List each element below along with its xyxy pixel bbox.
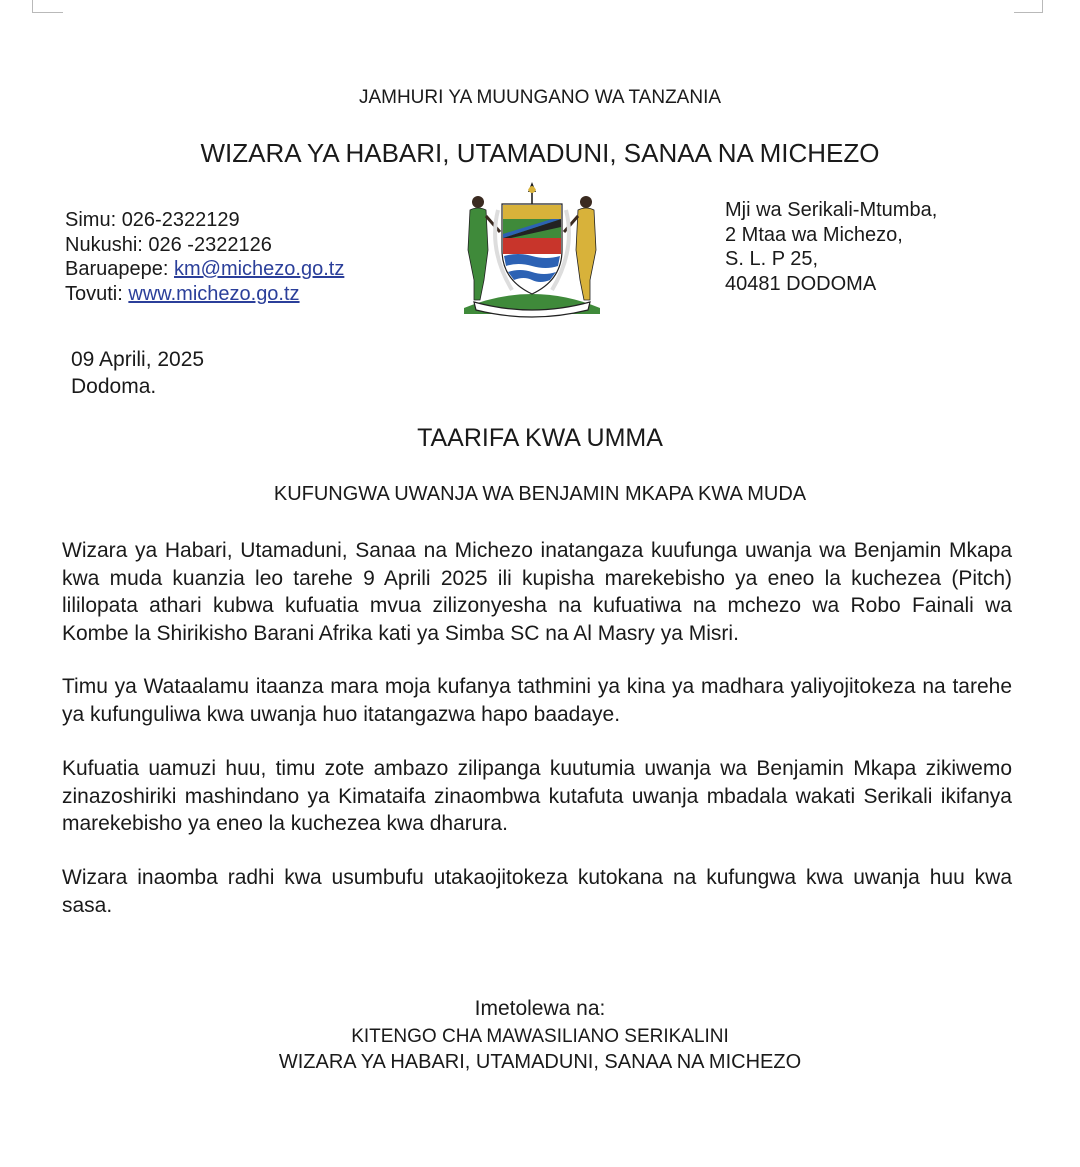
address-line-1: Mji wa Serikali-Mtumba, [725,199,938,221]
notice-title: TAARIFA KWA UMMA [417,424,663,452]
fax-line [65,233,344,258]
phone-label: Simu: [65,209,117,231]
letter-place: Dodoma. [71,375,157,398]
fax-number: 026 -2322126 [148,233,272,256]
coat-of-arms-icon [452,180,612,320]
body-paragraph-3: Kufuatia uamuzi huu, timu zote ambazo zilipanga kuutumia uwanja wa Benjamin Mkapa zikiwemo zinazoshiriki mashindano ya Kimataifa zinaombwa kutafuta uwanja mbadala wakati Serikali ikifanya marekebisho ya eneo la kuchezea kwa dharura. [62,757,1012,835]
address-line-2: 2 Mtaa wa Michezo, [725,223,903,246]
emblem-shield [502,204,562,294]
body-paragraph-1: Wizara ya Habari, Utamaduni, Sanaa na Michezo inatangaza kuufunga uwanja wa Benjamin Mkapa kwa muda kuanzia leo tarehe 9 Aprili 2025 ili kupisha marekebisho ya eneo la kuchezea (Pitch) lililopata athari kubwa kufuatia mvua zilizonyesha na kufuatiwa na mchezo wa Robo Fainali wa Kombe la Shirikisho Barani Afrika kati ya Simba SC na Al Masry ya Misri. [62,539,1012,645]
ministry-heading: WIZARA YA HABARI, UTAMADUNI, SANAA NA MICHEZO [200,138,880,168]
website-line [65,282,344,307]
notice-subject: KUFUNGWA UWANJA WA BENJAMIN MKAPA KWA MUDA [273,483,807,505]
issued-by-unit: KITENGO CHA MAWASILIANO SERIKALINI [351,1026,729,1047]
republic-heading: JAMHURI YA MUUNGANO WA TANZANIA [358,87,722,108]
phone-number: 026-2322129 [121,209,240,231]
website-label: Tovuti: [65,282,123,305]
crop-mark-right [1014,0,1043,13]
issued-by-label: Imetolewa na: [474,997,606,1020]
email-line [65,257,344,282]
body-paragraph-2: Timu ya Wataalamu itaanza mara moja kufanya tathmini ya kina ya madhara yaliyojitokeza na tarehe ya kufunguliwa kwa uwanja huo itatangazwa hapo baadaye. [62,675,1012,726]
address-line-4: 40481 DODOMA [725,272,877,295]
date-block [71,346,204,400]
crop-mark-left [32,0,63,13]
address-line-3: S. L. P 25, [725,248,819,270]
issued-by-ministry: WIZARA YA HABARI, UTAMADUNI, SANAA NA MICHEZO [278,1051,802,1073]
body-paragraph-4: Wizara inaomba radhi kwa usumbufu utakaojitokeza kutokana na kufungwa kwa uwanja huu kwa sasa. [62,866,1012,917]
phone-line [65,208,344,233]
address-block [725,198,937,296]
contact-block [65,208,344,306]
email-label: Baruapepe: [65,258,169,280]
fax-label: Nukushi: [65,233,143,256]
email-link[interactable]: km@michezo.go.tz [173,258,345,280]
website-link[interactable]: www.michezo.go.tz [128,282,300,305]
letter-date: 09 Aprili, 2025 [71,348,205,371]
